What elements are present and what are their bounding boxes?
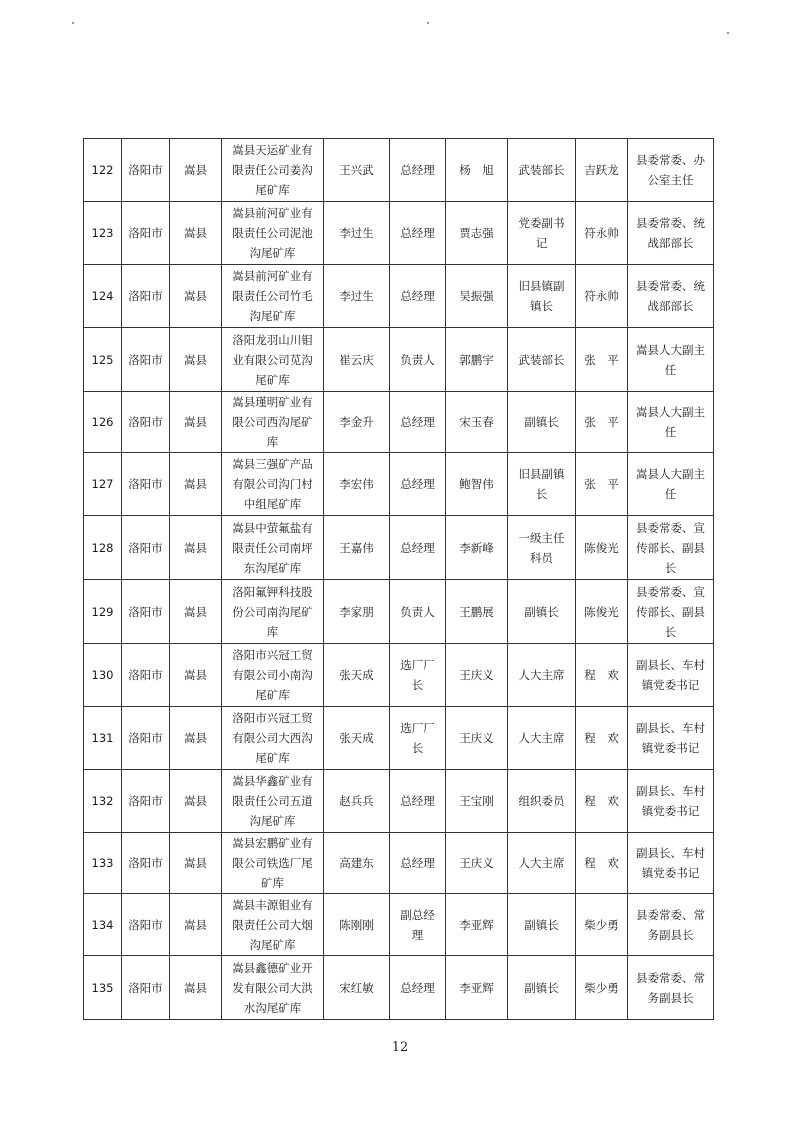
cell-city: 洛阳市 — [122, 453, 170, 516]
cell-no: 123 — [84, 202, 122, 265]
cell-no: 129 — [84, 580, 122, 644]
cell-township-official: 吴振强 — [446, 265, 508, 328]
cell-township-official: 王鹏展 — [446, 580, 508, 644]
cell-county: 嵩县 — [170, 392, 222, 453]
cell-city: 洛阳市 — [122, 770, 170, 833]
table-row — [84, 202, 714, 265]
cell-city: 洛阳市 — [122, 707, 170, 770]
cell-county-position: 县委常委、常务副县长 — [628, 956, 714, 1020]
cell-city: 洛阳市 — [122, 833, 170, 894]
cell-county-position: 县委常委、办公室主任 — [628, 139, 714, 202]
cell-head-title: 负责人 — [390, 580, 446, 644]
cell-county-position: 县委常委、宣传部长、副县长 — [628, 580, 714, 644]
cell-no: 122 — [84, 139, 122, 202]
cell-county-position: 嵩县人大副主任 — [628, 328, 714, 392]
cell-township-official: 李亚辉 — [446, 894, 508, 956]
cell-county: 嵩县 — [170, 644, 222, 707]
cell-township-official: 李新峰 — [446, 516, 508, 580]
cell-company: 洛阳龙羽山川钼业有限公司苋沟尾矿库 — [222, 328, 324, 392]
cell-company: 洛阳氟钾科技股份公司南沟尾矿库 — [222, 580, 324, 644]
cell-county-official: 符永帅 — [576, 265, 628, 328]
cell-official-position: 武装部长 — [508, 139, 576, 202]
cell-head-title: 选厂厂长 — [390, 707, 446, 770]
cell-township-official: 贾志强 — [446, 202, 508, 265]
cell-company-head: 张天成 — [324, 644, 390, 707]
scan-speck — [427, 22, 429, 24]
cell-company-head: 李宏伟 — [324, 453, 390, 516]
cell-company-head: 李过生 — [324, 265, 390, 328]
cell-head-title: 总经理 — [390, 833, 446, 894]
cell-head-title: 总经理 — [390, 453, 446, 516]
cell-official-position: 副镇长 — [508, 580, 576, 644]
cell-county-official: 程 欢 — [576, 644, 628, 707]
cell-no: 124 — [84, 265, 122, 328]
cell-company-head: 李家朋 — [324, 580, 390, 644]
cell-official-position: 副镇长 — [508, 894, 576, 956]
cell-head-title: 总经理 — [390, 956, 446, 1020]
table-row — [84, 139, 714, 202]
cell-official-position: 副镇长 — [508, 956, 576, 1020]
cell-company-head: 赵兵兵 — [324, 770, 390, 833]
cell-no: 133 — [84, 833, 122, 894]
cell-company: 嵩县前河矿业有限责任公司泥池沟尾矿库 — [222, 202, 324, 265]
cell-official-position: 旧县副镇长 — [508, 453, 576, 516]
cell-company: 嵩县天运矿业有限责任公司姜沟尾矿库 — [222, 139, 324, 202]
cell-official-position: 旧县镇副镇长 — [508, 265, 576, 328]
cell-township-official: 王庆义 — [446, 644, 508, 707]
cell-no: 135 — [84, 956, 122, 1020]
cell-head-title: 总经理 — [390, 265, 446, 328]
cell-head-title: 选厂厂长 — [390, 644, 446, 707]
cell-company-head: 王兴武 — [324, 139, 390, 202]
tailings-reservoir-responsibility-table — [83, 138, 714, 1020]
cell-head-title: 副总经理 — [390, 894, 446, 956]
cell-company: 嵩县鑫德矿业开发有限公司大洪水沟尾矿库 — [222, 956, 324, 1020]
cell-no: 128 — [84, 516, 122, 580]
cell-county-official: 吉跃龙 — [576, 139, 628, 202]
cell-county: 嵩县 — [170, 328, 222, 392]
cell-company-head: 高建东 — [324, 833, 390, 894]
cell-county: 嵩县 — [170, 139, 222, 202]
table-row — [84, 956, 714, 1020]
cell-county-position: 副县长、车村镇党委书记 — [628, 644, 714, 707]
cell-company-head: 宋红敏 — [324, 956, 390, 1020]
cell-township-official: 李亚辉 — [446, 956, 508, 1020]
table-row — [84, 265, 714, 328]
cell-no: 130 — [84, 644, 122, 707]
cell-head-title: 负责人 — [390, 328, 446, 392]
cell-county: 嵩县 — [170, 453, 222, 516]
cell-county-position: 副县长、车村镇党委书记 — [628, 770, 714, 833]
cell-no: 126 — [84, 392, 122, 453]
cell-county-position: 县委常委、统战部部长 — [628, 202, 714, 265]
cell-company: 嵩县华鑫矿业有限责任公司五道沟尾矿库 — [222, 770, 324, 833]
cell-county-official: 符永帅 — [576, 202, 628, 265]
cell-city: 洛阳市 — [122, 894, 170, 956]
cell-township-official: 宋玉春 — [446, 392, 508, 453]
cell-no: 125 — [84, 328, 122, 392]
table-row — [84, 580, 714, 644]
cell-township-official: 杨 旭 — [446, 139, 508, 202]
table-body — [84, 139, 714, 1020]
cell-head-title: 总经理 — [390, 202, 446, 265]
cell-city: 洛阳市 — [122, 644, 170, 707]
table-row — [84, 392, 714, 453]
cell-city: 洛阳市 — [122, 392, 170, 453]
cell-township-official: 王庆义 — [446, 833, 508, 894]
cell-county-position: 县委常委、宣传部长、副县长 — [628, 516, 714, 580]
cell-city: 洛阳市 — [122, 580, 170, 644]
cell-no: 132 — [84, 770, 122, 833]
cell-official-position: 人大主席 — [508, 833, 576, 894]
cell-county: 嵩县 — [170, 956, 222, 1020]
cell-county: 嵩县 — [170, 770, 222, 833]
table-row — [84, 453, 714, 516]
table-row — [84, 644, 714, 707]
cell-head-title: 总经理 — [390, 516, 446, 580]
cell-company: 洛阳市兴冠工贸有限公司大西沟尾矿库 — [222, 707, 324, 770]
cell-company-head: 张天成 — [324, 707, 390, 770]
cell-company: 洛阳市兴冠工贸有限公司小南沟尾矿库 — [222, 644, 324, 707]
cell-no: 131 — [84, 707, 122, 770]
cell-county-official: 程 欢 — [576, 770, 628, 833]
cell-company: 嵩县三强矿产品有限公司沟门村中组尾矿库 — [222, 453, 324, 516]
table-row — [84, 328, 714, 392]
table-row — [84, 770, 714, 833]
scan-speck — [727, 32, 729, 34]
table-row — [84, 833, 714, 894]
cell-city: 洛阳市 — [122, 202, 170, 265]
cell-city: 洛阳市 — [122, 265, 170, 328]
cell-city: 洛阳市 — [122, 516, 170, 580]
cell-county: 嵩县 — [170, 516, 222, 580]
cell-township-official: 鲍智伟 — [446, 453, 508, 516]
cell-township-official: 王庆义 — [446, 707, 508, 770]
cell-county-official: 程 欢 — [576, 707, 628, 770]
cell-county: 嵩县 — [170, 202, 222, 265]
cell-township-official: 王宝刚 — [446, 770, 508, 833]
cell-head-title: 总经理 — [390, 139, 446, 202]
cell-county-position: 嵩县人大副主任 — [628, 392, 714, 453]
cell-company-head: 李过生 — [324, 202, 390, 265]
cell-county-official: 张 平 — [576, 392, 628, 453]
cell-head-title: 总经理 — [390, 770, 446, 833]
cell-no: 134 — [84, 894, 122, 956]
table-row — [84, 707, 714, 770]
cell-company: 嵩县中萤氟盐有限责任公司南坪东沟尾矿库 — [222, 516, 324, 580]
table-row — [84, 516, 714, 580]
cell-county-position: 县委常委、常务副县长 — [628, 894, 714, 956]
cell-company: 嵩县宏鹏矿业有限公司铁选厂尾矿库 — [222, 833, 324, 894]
cell-city: 洛阳市 — [122, 956, 170, 1020]
cell-company-head: 李金升 — [324, 392, 390, 453]
cell-county: 嵩县 — [170, 707, 222, 770]
cell-county: 嵩县 — [170, 894, 222, 956]
cell-city: 洛阳市 — [122, 328, 170, 392]
cell-county-position: 嵩县人大副主任 — [628, 453, 714, 516]
cell-county: 嵩县 — [170, 580, 222, 644]
cell-official-position: 武装部长 — [508, 328, 576, 392]
cell-company: 嵩县前河矿业有限责任公司竹毛沟尾矿库 — [222, 265, 324, 328]
cell-county: 嵩县 — [170, 833, 222, 894]
cell-official-position: 副镇长 — [508, 392, 576, 453]
cell-official-position: 党委副书记 — [508, 202, 576, 265]
cell-no: 127 — [84, 453, 122, 516]
cell-county-position: 副县长、车村镇党委书记 — [628, 707, 714, 770]
table-row — [84, 894, 714, 956]
cell-county-position: 副县长、车村镇党委书记 — [628, 833, 714, 894]
cell-company: 嵩县瑾明矿业有限公司西沟尾矿库 — [222, 392, 324, 453]
cell-county-position: 县委常委、统战部部长 — [628, 265, 714, 328]
cell-township-official: 郭鹏宇 — [446, 328, 508, 392]
cell-head-title: 总经理 — [390, 392, 446, 453]
cell-official-position: 人大主席 — [508, 644, 576, 707]
page-number: 12 — [391, 1040, 409, 1055]
cell-county-official: 陈俊光 — [576, 580, 628, 644]
cell-company-head: 崔云庆 — [324, 328, 390, 392]
cell-county-official: 程 欢 — [576, 833, 628, 894]
cell-county-official: 张 平 — [576, 453, 628, 516]
cell-company-head: 陈刚刚 — [324, 894, 390, 956]
cell-county-official: 张 平 — [576, 328, 628, 392]
cell-county: 嵩县 — [170, 265, 222, 328]
cell-county-official: 陈俊光 — [576, 516, 628, 580]
cell-county-official: 柴少勇 — [576, 956, 628, 1020]
cell-official-position: 组织委员 — [508, 770, 576, 833]
cell-official-position: 人大主席 — [508, 707, 576, 770]
cell-company: 嵩县丰源钼业有限责任公司大烟沟尾矿库 — [222, 894, 324, 956]
cell-company-head: 王嘉伟 — [324, 516, 390, 580]
cell-county-official: 柴少勇 — [576, 894, 628, 956]
cell-official-position: 一级主任科员 — [508, 516, 576, 580]
cell-city: 洛阳市 — [122, 139, 170, 202]
scan-speck — [72, 22, 74, 24]
